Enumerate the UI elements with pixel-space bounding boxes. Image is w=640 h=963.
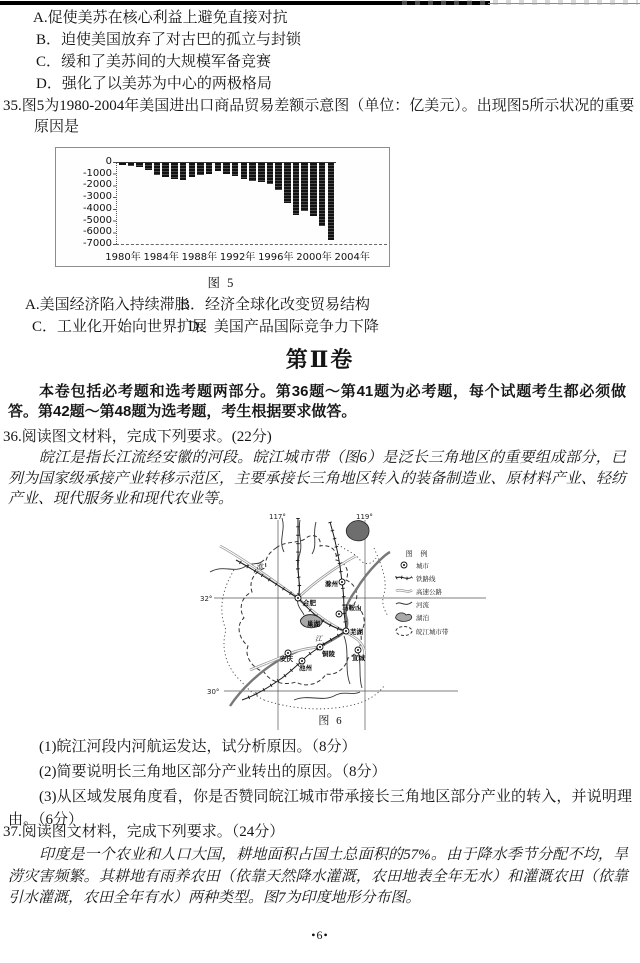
legend-river-icon xyxy=(396,602,412,604)
q35-option-b: B．经济全球化改变贸易结构 xyxy=(180,297,371,313)
figure5-baseline xyxy=(116,244,387,245)
lat-label-30: 30° xyxy=(207,688,220,696)
q36-sub2: (2)简要说明长三角地区部分产业转出的原因。（8分） xyxy=(39,764,387,780)
legend-lake-icon xyxy=(396,613,412,622)
figure5-y-tick: -3000 xyxy=(82,191,112,203)
section2-title: 第Ⅱ卷 xyxy=(285,347,355,372)
figure5-bar xyxy=(119,163,126,165)
option-line: B．迫使美国放弃了对古巴的孤立与封锁 xyxy=(36,32,302,48)
figure5-bar xyxy=(162,163,169,177)
legend-belt-label: 皖江城市带 xyxy=(416,629,449,636)
figure5-bar xyxy=(293,163,300,215)
figure5-bar xyxy=(328,163,335,240)
city-marker-wuhu xyxy=(343,628,349,634)
lat-label-32: 32° xyxy=(200,595,213,603)
q36-sub1: (1)皖江河段内河航运发达，试分析原因。（8分） xyxy=(39,739,357,755)
figure5-bar xyxy=(241,163,248,179)
q36-material: 皖江是指长江流经安徽的河段。皖江城市带（图6）是泛长三角地区的重要组成部分，已列为国家级承接产业转移示范区，主要承接长三角地区转入的装备制造业、原材料产业、轻纺产业、现代服务业和现代农业等。 xyxy=(8,450,626,507)
q35-option-d: D．美国产品国际竞争力下降 xyxy=(188,319,379,335)
river-label-jiang: 江 xyxy=(315,635,322,643)
city-marker-tongling xyxy=(317,644,323,650)
legend-river-label: 河流 xyxy=(416,602,429,609)
figure5-bar xyxy=(206,163,213,174)
figure5-y-tick: -5000 xyxy=(82,214,112,226)
graticule-lines xyxy=(214,520,486,730)
figure6-map xyxy=(198,510,486,738)
city-label-chuzhou: 滁州 xyxy=(325,581,338,588)
lon-label-117: 117° xyxy=(269,513,286,521)
city-label-chizhou: 池州 xyxy=(299,665,312,672)
figure5-bar xyxy=(301,163,308,211)
figure5-x-tick: 1988年 xyxy=(181,252,218,263)
river-label-huai: 淮 xyxy=(256,563,263,571)
figure5-x-tick: 1980年 xyxy=(105,252,141,263)
figure5-y-tick: -1000 xyxy=(82,167,112,179)
figure5-bar xyxy=(232,163,239,176)
figure5-bar xyxy=(189,163,196,177)
figure5-y-tick: -7000 xyxy=(82,238,112,249)
q37-material: 印度是一个农业和人口大国，耕地面积占国土总面积的57%。由于降水季节分配不均，旱涝灾害频繁。其耕地有雨养农田（依靠天然降水灌溉，农田地表全年无水）和灌溉农田（依靠引水灌溉，农田全年有水）两种类型。图7为印度地形分布图。 xyxy=(8,847,628,906)
figure5-bar xyxy=(136,163,143,167)
figure5-bar xyxy=(319,163,326,226)
figure5-bar xyxy=(128,163,135,166)
legend-lake-label: 湖泊 xyxy=(416,615,429,622)
city-marker-chuzhou xyxy=(339,579,345,585)
city-label-xuancheng: 宣城 xyxy=(352,655,365,662)
legend-railway-icon xyxy=(396,577,412,578)
figure5-x-tick: 2000年 xyxy=(296,252,332,263)
legend-city-label: 城市 xyxy=(416,563,429,570)
city-label-hefei: 合肥 xyxy=(303,600,316,607)
figure5-bar xyxy=(249,163,256,181)
figure5-y-tick: -2000 xyxy=(82,179,112,191)
figure5-bar xyxy=(275,163,282,190)
cutoff-header-remnant xyxy=(402,0,638,5)
city-label-wuhu: 芜湖 xyxy=(350,629,363,636)
option-line: D．强化了以美苏为中心的两极格局 xyxy=(36,76,272,92)
legend-city-icon xyxy=(401,562,407,568)
figure6-caption: 图 6 xyxy=(318,715,344,727)
figure5-bars xyxy=(116,162,336,244)
figure5-y-tick: -6000 xyxy=(82,226,112,238)
figure5-bar xyxy=(215,163,222,171)
figure5-bar xyxy=(171,163,178,179)
figure5-x-tick: 1984年 xyxy=(143,252,179,263)
city-label-maanshan: 马鞍山 xyxy=(342,605,362,612)
legend-belt-icon xyxy=(396,627,412,636)
section2-instructions: 本卷包括必考题和选考题两部分。第36题～第41题为必考题，每个试题考生都必须做答。第42题～第48题为选考题，考生根据要求做答。 xyxy=(8,383,626,420)
q35-option-a: A.美国经济陷入持续滞胀 xyxy=(25,297,190,313)
northeast-lake-blob xyxy=(346,521,369,541)
figure5-bar xyxy=(145,163,152,170)
city-label-tongling: 铜陵 xyxy=(322,651,335,658)
page-number: •6• xyxy=(311,928,329,942)
figure5-bar xyxy=(180,163,187,180)
q35-option-c: C．工业化开始向世界扩展 xyxy=(32,319,208,335)
figure5-bar xyxy=(223,163,230,174)
figure5-chart xyxy=(55,147,390,267)
figure5-bar xyxy=(154,163,161,175)
city-marker-xuancheng xyxy=(355,647,361,653)
city-label-anqing: 安庆 xyxy=(280,656,293,663)
railways xyxy=(236,518,346,700)
figure5-bar xyxy=(310,163,317,216)
rivers xyxy=(210,518,362,700)
q37-stem: 37.阅读图文材料，完成下列要求。（24分） xyxy=(3,824,285,840)
figure6-legend xyxy=(396,549,449,636)
figure5-x-tick: 1996年 xyxy=(258,252,294,263)
figure5-x-tick: 1992年 xyxy=(219,252,256,263)
legend-railway-label: 铁路线 xyxy=(416,576,436,583)
lon-label-119: 119° xyxy=(356,513,373,521)
option-line: C．缓和了美苏间的大规模军备竞赛 xyxy=(36,54,272,70)
lake-label-chaohu: 巢湖 xyxy=(307,621,320,628)
option-line: A.促使美苏在核心利益上避免直接对抗 xyxy=(33,10,288,26)
city-marker-chizhou xyxy=(299,658,305,664)
figure5-y-tick: -4000 xyxy=(82,202,112,214)
figure5-bar xyxy=(284,163,291,203)
figure5-caption: 图 5 xyxy=(207,276,236,290)
legend-highway-icon xyxy=(396,590,412,591)
figure5-bar xyxy=(267,163,274,184)
figure5-x-tick: 2004年 xyxy=(334,252,370,263)
figure5-bar xyxy=(197,163,204,175)
city-marker-hefei xyxy=(295,595,301,601)
legend-title: 图 例 xyxy=(405,550,431,558)
figure5-bar xyxy=(258,163,265,182)
q36-sub3: (3)从区域发展角度看，你是否赞同皖江城市带承接长三角地区部分产业的转入，并说明理由。（6分） xyxy=(8,789,632,828)
figure5-y-tick: 0 xyxy=(105,156,112,167)
legend-highway-label: 高速公路 xyxy=(416,589,442,596)
q35-stem: 35.图5为1980-2004年美国进出口商品贸易差额示意图（单位：亿美元）。出现图5所示状况的重要原因是 xyxy=(3,98,635,135)
q36-stem: 36.阅读图文材料，完成下列要求。(22分) xyxy=(3,429,272,445)
